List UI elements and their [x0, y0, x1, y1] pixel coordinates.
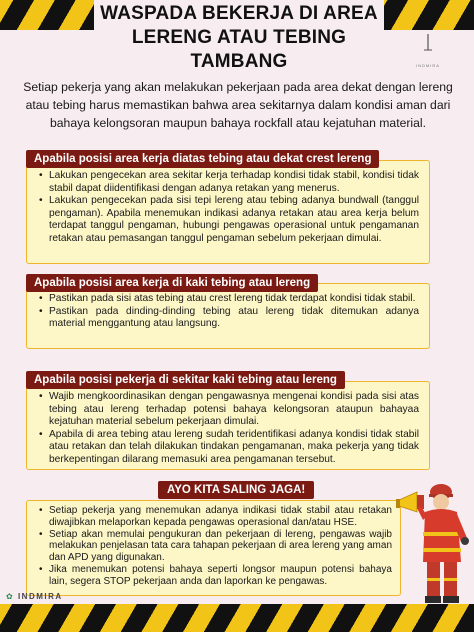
section-3-box [26, 381, 430, 470]
title-block [94, 0, 384, 72]
list-item: • Setiap pekerja yang menemukan adanya indikasi tidak stabil atau retakan diwajibkan melaporkan kepada pengawas operasional dan/atau HSE. [49, 505, 392, 529]
intro-paragraph: Setiap pekerja yang akan melakukan pekerjaan pada area dekat dengan lereng atau tebing harus memastikan bahwa area sekitarnya dalam kondisi aman dari bahaya kelongsoran maupun bahaya rockfall atau kejatuhan material. [23, 80, 453, 130]
jaga-heading: AYO KITA SALING JAGA! [158, 481, 314, 499]
list-item: • Lakukan pengecekan pada sisi tepi lereng atau tebing adanya bundwall (tanggul pengaman). Apabila menemukan indikasi adanya retakan atau area kerja belum terdapat tanggul pengaman, hubungi pengawas operasional untuk pengamanan retakan atau pemasangan tanggul pengaman sebelum pekerjaan dimulai. [49, 195, 419, 245]
logo-leaf-icon: ✿ [6, 592, 15, 601]
list-item: • Apabila di area tebing atau lereng sudah teridentifikasi adanya kondisi tidak stabil atau retakan dan telah dilakukan tindakan pengamanan, maka pekerja yang tidak berkepentingan dilarang memasuki area pengamanan tersebut. [49, 429, 419, 467]
list-item: • Lakukan pengecekan area sekitar kerja terhadap kondisi tidak stabil, kondisi tidak stabil dapat diidentifikasi dengan adanya retakan yang menerus. [49, 170, 419, 195]
section-3-heading: Apabila posisi pekerja di sekitar kaki tebing atau lereng [26, 371, 345, 389]
jaga-box [26, 500, 401, 596]
page-title-line-1: WASPADA BEKERJA DI AREA [100, 3, 378, 24]
list-item: • Wajib mengkoordinasikan dengan pengawasnya mengenai kondisi pada sisi atas tebing atau lereng terhadap potensi bahaya kelongsoran ataupun bahayaa kejatuhan material sebelum pekerjaan dimulai. [49, 391, 419, 429]
section-1-box [26, 160, 430, 264]
list-item: • Jika menemukan potensi bahaya seperti longsor maupun potensi bahaya lain, segera STOP pekerjaan anda dan laporkan ke pengawas. [49, 564, 392, 588]
logo-top-text: INDMIRA [416, 63, 440, 68]
page-title-line-2: LERENG ATAU TEBING TAMBANG [131, 27, 347, 72]
indmira-logo-top [408, 34, 448, 74]
section-1-heading: Apabila posisi area kerja diatas tebing atau dekat crest lereng [26, 150, 379, 168]
worker-megaphone-illustration [395, 478, 474, 604]
logo-mark-icon [418, 34, 438, 52]
hazard-stripe-bottom [0, 604, 474, 632]
list-item: • Pastikan pada sisi atas tebing atau crest lereng tidak terdapat kondisi tidak stabil. [49, 293, 419, 306]
logo-bottom-text: INDMIRA [17, 592, 63, 601]
list-item: • Pastikan pada dinding-dinding tebing atau lereng tidak ditemukan adanya material menggantung atau langsung. [49, 306, 419, 331]
section-2-heading: Apabila posisi area kerja di kaki tebing atau lereng [26, 274, 318, 292]
section-2-box [26, 283, 430, 349]
list-item: • Setiap akan memulai pengukuran dan pekerjaan di lereng, pengawas wajib melakukan penjelasan tata cara tahapan pekerjaan di area lereng yang aman dan APD yang digunakan. [49, 529, 392, 564]
